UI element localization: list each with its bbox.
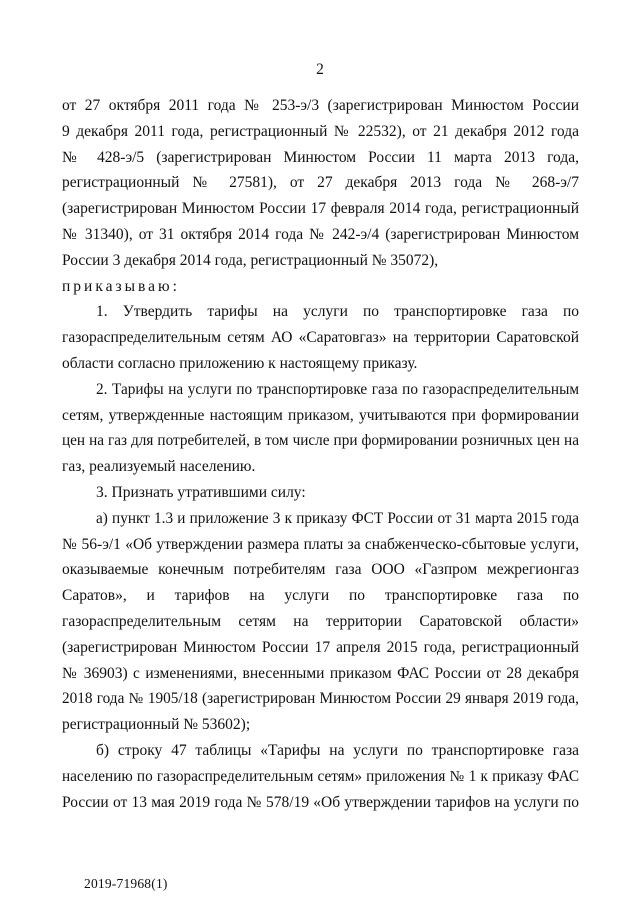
text-line: газораспределительным сетям АО «Саратовгаз» на территории Саратовской	[62, 329, 579, 347]
text-line: Саратов», и тарифов на услуги по транспортировке газа по	[62, 587, 579, 605]
text-line: от 27 октября 2011 года № 253-э/3 (зарегистрирован Минюстом России	[62, 97, 579, 114]
text-line: 2018 года № 1905/18 (зарегистрирован Минюстом России 29 января 2019 года,	[62, 690, 579, 708]
text-line: (зарегистрирован Минюстом России 17 февраля 2014 года, регистрационный	[62, 200, 579, 218]
text-line: а) пункт 1.3 и приложение 3 к приказу ФСТ России от 31 марта 2015 года	[96, 509, 579, 527]
text-line: регистрационный № 27581), от 27 декабря 2013 года № 268-э/7	[62, 174, 579, 192]
text-line: 2. Тарифы на услуги по транспортировке газа по газораспределительным	[96, 380, 579, 398]
text-line: (зарегистрирован Минюстом России 17 апреля 2015 года, регистрационный	[62, 638, 579, 656]
text-line: цен на газ для потребителей, в том числе при формировании розничных цен на	[62, 432, 579, 450]
text-line: 3. Признать утратившими силу:	[96, 483, 306, 501]
text-line: газораспределительным сетям на территории Саратовской области»	[62, 612, 579, 630]
text-line: сетям, утвержденные настоящим приказом, учитываются при формировании	[62, 406, 579, 424]
text-line: регистрационный № 53602);	[62, 716, 251, 734]
text-line: газ, реализуемый населению.	[62, 458, 256, 476]
text-line: № 428-э/5 (зарегистрирован Минюстом России 11 марта 2013 года,	[62, 148, 579, 166]
text-line: оказываемые конечным потребителям газа ООО «Газпром межрегионгаз	[62, 561, 579, 579]
text-line: 9 декабря 2011 года, регистрационный № 22532), от 21 декабря 2012 года	[62, 122, 579, 140]
page-number: 2	[316, 61, 324, 78]
text-line: № 36903) с изменениями, внесенными приказом ФАС России от 28 декабря	[62, 664, 579, 682]
text-line: № 31340), от 31 октября 2014 года № 242-э/4 (зарегистрирован Минюстом	[62, 225, 579, 243]
document-footer-code: 2019-71968(1)	[84, 876, 168, 891]
text-line: 1. Утвердить тарифы на услуги по транспортировке газа по	[96, 303, 579, 321]
text-line: области согласно приложению к настоящему приказу.	[62, 354, 418, 372]
text-line: населению по газораспределительным сетям» приложения № 1 к приказу ФАС	[62, 767, 579, 785]
text-line: приказываю:	[62, 277, 180, 295]
document-body	[62, 93, 579, 815]
text-line: № 56-э/1 «Об утверждении размера платы за снабженческо-сбытовые услуги,	[62, 535, 579, 553]
text-line: России 3 декабря 2014 года, регистрационный № 35072),	[62, 251, 439, 269]
text-line: России от 13 мая 2019 года № 578/19 «Об утверждении тарифов на услуги по	[62, 793, 579, 811]
text-line: б) строку 47 таблицы «Тарифы на услуги по транспортировке газа	[96, 741, 579, 759]
